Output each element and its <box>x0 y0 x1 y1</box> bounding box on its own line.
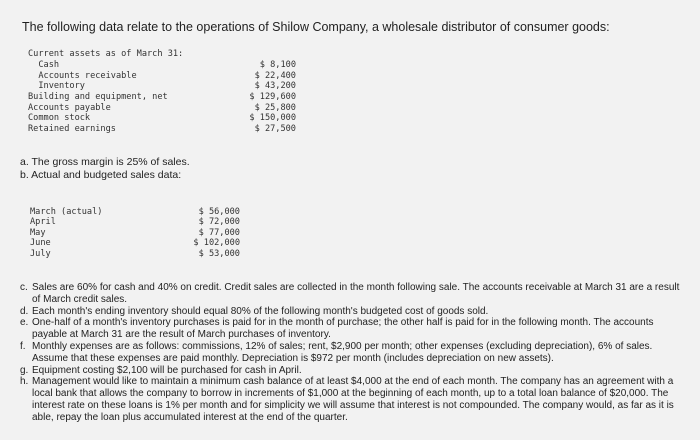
balance-value: $ 43,200 <box>254 81 296 92</box>
balance-label: Cash <box>28 60 60 70</box>
balance-value: $ 22,400 <box>254 70 296 81</box>
balance-row <box>28 92 296 103</box>
note-item <box>20 282 680 306</box>
note-b: b. Actual and budgeted sales data: <box>20 168 182 181</box>
note-text: Monthly expenses are as follows: commissions, 12% of sales; rent, $2,900 per month; other expenses (excluding depreciation), 6% of sales. Assume that these expenses are paid monthly. Depreciation is $972 per month (includes depreciation on new assets). <box>32 340 653 364</box>
sales-value: $ 56,000 <box>198 207 240 217</box>
balance-value: $ 27,500 <box>254 124 296 135</box>
sales-value: $ 53,000 <box>198 248 240 259</box>
note-text: Sales are 60% for cash and 40% on credit. Credit sales are collected in the month following sale. The accounts receivable at March 31 are a result of March credit sales. <box>32 282 680 305</box>
note-letter: g. <box>20 364 29 376</box>
note-item <box>20 306 680 318</box>
balance-label: Retained earnings <box>28 124 116 135</box>
sales-month: May <box>30 227 46 238</box>
balance-sheet-block <box>28 49 296 135</box>
balance-value: $ 25,800 <box>254 102 296 113</box>
sales-value: $ 77,000 <box>198 227 240 238</box>
balance-label: Accounts receivable <box>28 70 137 81</box>
balance-row <box>28 124 296 135</box>
balance-label: Accounts payable <box>28 102 111 113</box>
balance-value: $ 150,000 <box>249 113 296 124</box>
balance-label: Inventory <box>28 81 85 92</box>
note-item <box>20 376 680 423</box>
note-text: Equipment costing $2,100 will be purchased for cash in April. <box>32 364 302 376</box>
sales-month: July <box>30 248 51 259</box>
balance-row <box>28 60 296 71</box>
balance-row <box>28 113 296 124</box>
balance-row <box>28 102 296 114</box>
note-letter: d. <box>20 305 29 317</box>
balance-row <box>28 70 296 82</box>
balance-label: Building and equipment, net <box>28 92 168 103</box>
note-text: One-half of a month's inventory purchases is paid for in the month of purchase; the other half is paid for in the following month. The accounts payable at March 31 are the result of March purchases of inventory. <box>32 317 654 341</box>
balance-label: Common stock <box>28 113 91 124</box>
note-item <box>20 317 680 341</box>
note-item <box>20 341 680 365</box>
note-text: Management would like to maintain a minimum cash balance of at least $4,000 at the end of each month. The company has an agreement with a local bank that allows the company to borrow in increments of $1,000 at the beginning of each month, up to a total loan balance of $20,000. The interest rate on these loans is 1% per month and for simplicity we will assume that interest is not compounded. The company would, as far as it is able, repay the loan plus accumulated interest at the end of the quarter. <box>32 376 674 423</box>
note-letter: h. <box>20 376 29 388</box>
note-text: Each month's ending inventory should equal 80% of the following month's budgeted cost of goods sold. <box>32 305 489 317</box>
sales-value: $ 102,000 <box>193 238 240 249</box>
note-item <box>20 365 680 377</box>
sales-month: April <box>30 217 56 228</box>
balance-heading: Current assets as of March 31: <box>28 49 184 59</box>
balance-value: $ 8,100 <box>259 60 296 70</box>
note-letter: e. <box>20 317 29 329</box>
balance-value: $ 129,600 <box>249 92 296 103</box>
sales-month: March (actual) <box>30 207 103 217</box>
sales-month: June <box>30 238 51 249</box>
note-letter: c. <box>20 282 28 293</box>
note-a: a. The gross margin is 25% of sales. <box>20 156 190 168</box>
notes-a-b <box>20 156 190 181</box>
note-letter: f. <box>20 340 26 352</box>
problem-intro: The following data relate to the operations of Shilow Company, a wholesale distributor of consumer goods: <box>22 20 610 34</box>
balance-row <box>28 81 296 92</box>
assumption-notes <box>20 282 680 424</box>
sales-value: $ 72,000 <box>198 217 240 228</box>
